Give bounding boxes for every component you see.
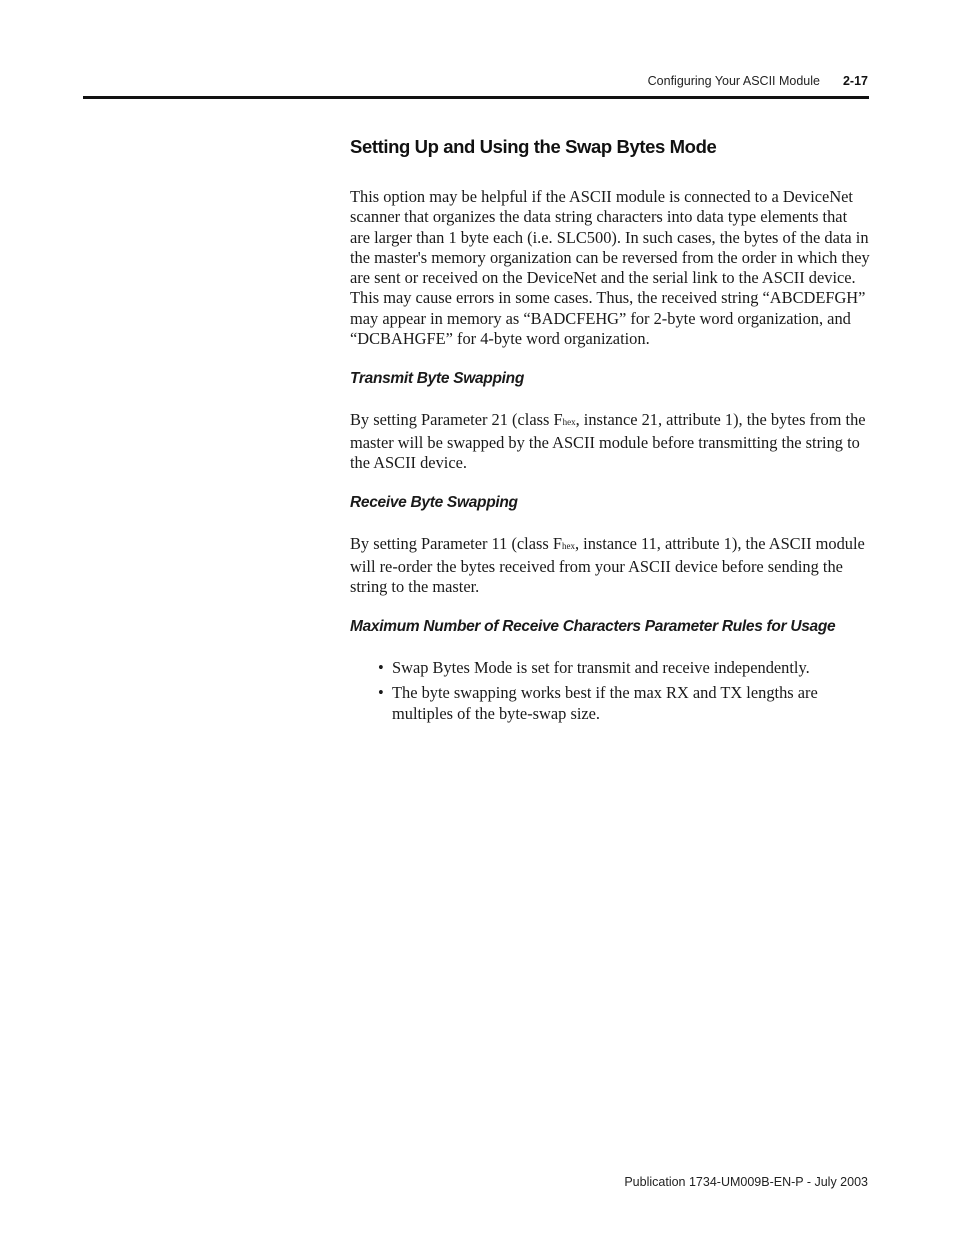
list-item-text: The byte swapping works best if the max RX and TX lengths are multiples of the byte-swap size. bbox=[392, 683, 818, 723]
rules-list bbox=[350, 658, 870, 724]
rules-subheading: Maximum Number of Receive Characters Parameter Rules for Usage bbox=[350, 618, 836, 636]
receive-text-start: By setting Parameter 11 (class F bbox=[350, 534, 562, 554]
transmit-text-end: , instance 21, attribute 1), the bytes from the master will be swapped by the ASCII module before transmitting the string to the ASCII device. bbox=[350, 410, 866, 472]
list-item bbox=[371, 683, 870, 724]
publication-footer: Publication 1734-UM009B-EN-P - July 2003 bbox=[624, 1175, 868, 1189]
main-content bbox=[350, 134, 870, 729]
transmit-subheading: Transmit Byte Swapping bbox=[350, 370, 524, 388]
transmit-subscript: hex bbox=[562, 417, 576, 428]
header-divider bbox=[83, 96, 869, 99]
chapter-title: Configuring Your ASCII Module bbox=[647, 74, 820, 88]
section-title: Setting Up and Using the Swap Bytes Mode bbox=[350, 136, 717, 157]
intro-paragraph: This option may be helpful if the ASCII module is connected to a DeviceNet scanner that organizes the data string characters into data type elements that are larger than 1 byte each (i.e. SLC500). In such cases, the bytes of the data in the master's memory organization can be reversed from the order in which they are sent or received on the DeviceNet and the serial link to the ASCII device. This may cause errors in some cases. Thus, the received string “ABCDEFGH” may appear in memory as “BADCFEHG” for 2-byte word organization, and “DCBAHGFE” for 4-byte word organization. bbox=[350, 187, 870, 349]
page-number: 2-17 bbox=[842, 74, 868, 88]
receive-subheading: Receive Byte Swapping bbox=[350, 494, 518, 512]
bullet-icon: • bbox=[378, 658, 384, 678]
receive-subscript: hex bbox=[561, 541, 575, 552]
list-item-text: Swap Bytes Mode is set for transmit and receive independently. bbox=[392, 658, 810, 678]
transmit-paragraph bbox=[350, 410, 870, 473]
receive-paragraph bbox=[350, 534, 870, 597]
list-item bbox=[371, 658, 870, 678]
bullet-icon: • bbox=[378, 683, 384, 703]
transmit-text-start: By setting Parameter 21 (class F bbox=[350, 410, 563, 430]
receive-text-end: , instance 11, attribute 1), the ASCII module will re-order the bytes received from your ASCII device before sending the string to the master. bbox=[350, 534, 865, 596]
